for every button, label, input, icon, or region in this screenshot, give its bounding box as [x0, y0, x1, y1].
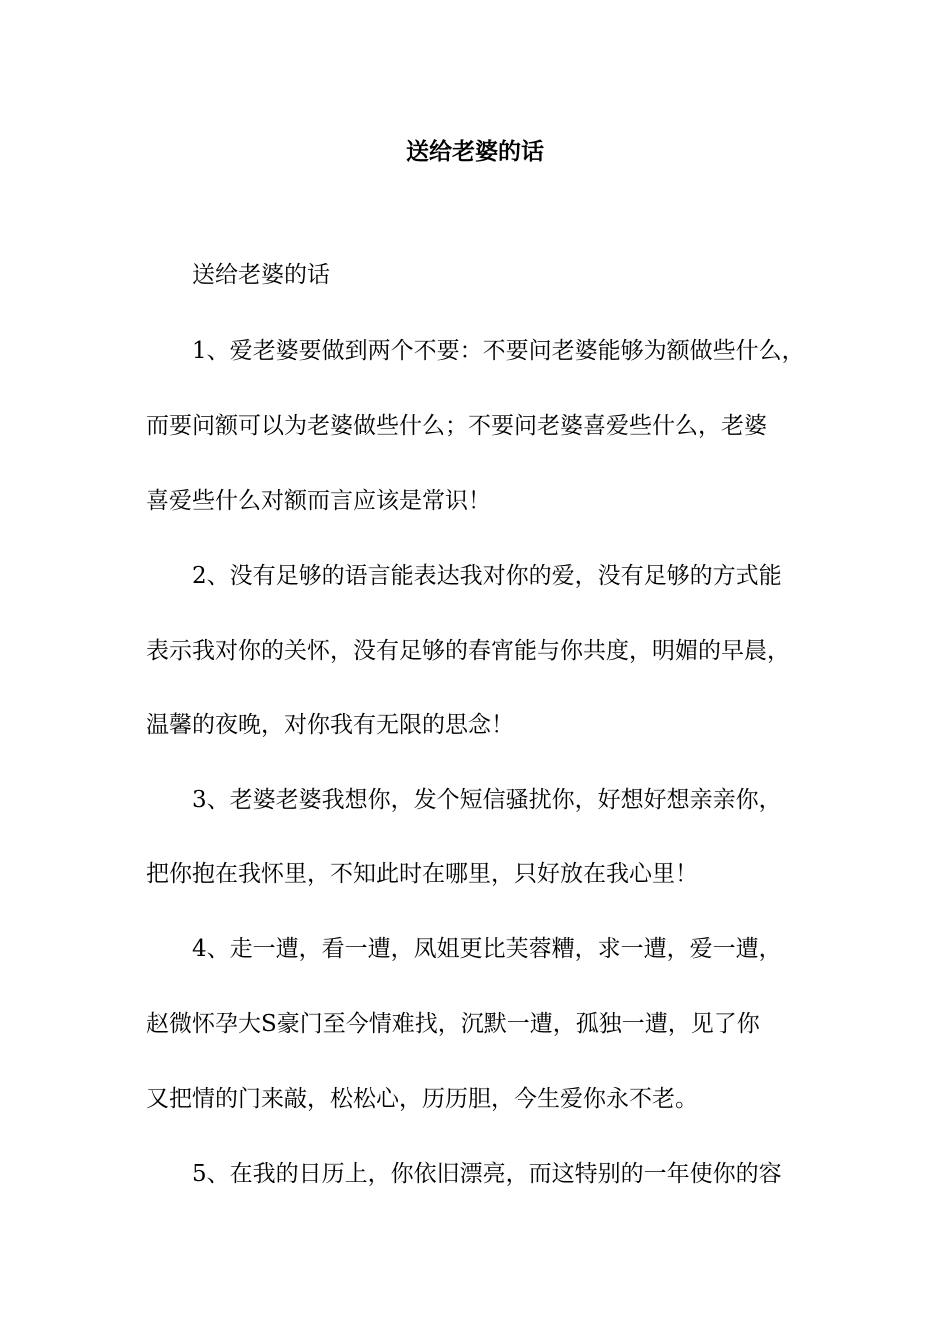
paragraph-4-line-1: 4、走一遭，看一遭，凤姐更比芙蓉糟，求一遭，爱一遭， [192, 936, 782, 962]
paragraph-1-line-2: 而要问额可以为老婆做些什么；不要问老婆喜爱些什么，老婆 [146, 413, 767, 439]
paragraph-4-line-2: 赵微怀孕大S豪门至今情难找，沉默一遭，孤独一遭，见了你 [146, 1011, 760, 1037]
paragraph-4-line-3: 又把情的门来敲，松松心，历历胆，今生爱你永不老。 [146, 1086, 698, 1112]
paragraph-5-line-1: 5、在我的日历上，你依旧漂亮，而这特别的一年使你的容 [192, 1161, 782, 1187]
paragraph-2-line-2: 表示我对你的关怀，没有足够的春宵能与你共度，明媚的早晨， [146, 638, 790, 664]
paragraph-3-line-2: 把你抱在我怀里，不知此时在哪里，只好放在我心里！ [146, 861, 698, 887]
paragraph-2-line-1: 2、没有足够的语言能表达我对你的爱，没有足够的方式能 [192, 563, 782, 589]
subtitle-line: 送给老婆的话 [192, 262, 330, 288]
paragraph-3-line-1: 3、老婆老婆我想你，发个短信骚扰你，好想好想亲亲你， [192, 787, 782, 813]
paragraph-1-line-3: 喜爱些什么对额而言应该是常识！ [146, 488, 491, 514]
paragraph-1-line-1: 1、爱老婆要做到两个不要：不要问老婆能够为额做些什么， [192, 338, 805, 364]
paragraph-2-line-3: 温馨的夜晚，对你我有无限的思念！ [146, 712, 514, 738]
document-title: 送给老婆的话 [406, 138, 544, 165]
